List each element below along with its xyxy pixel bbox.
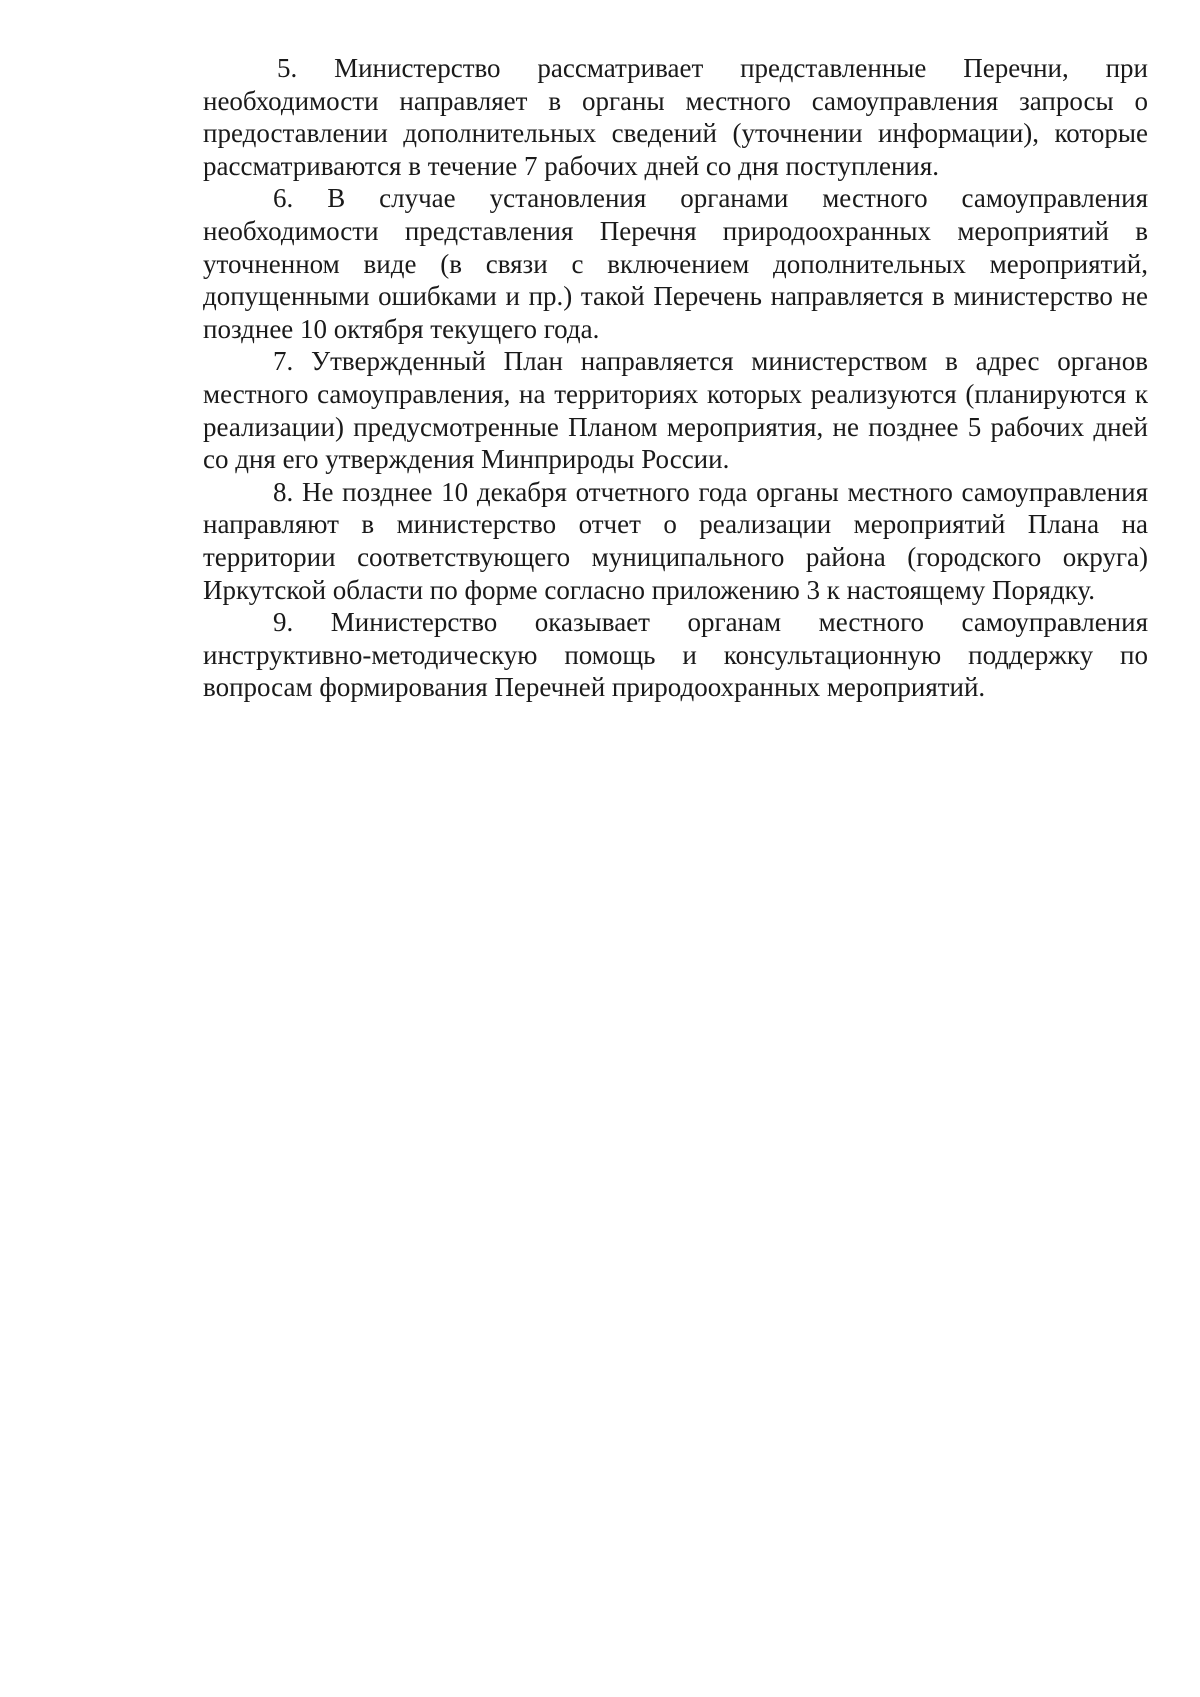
paragraph-9: 9. Министерство оказывает органам местного самоуправления инструктивно-методическую помощь и консультационную поддержку по вопросам формирования Перечней природоохранных мероприятий.: [203, 607, 1148, 703]
paragraph-7: 7. Утвержденный План направляется министерством в адрес органов местного самоуправления, на территориях которых реализуются (планируются к реализации) предусмотренные Планом мероприятия, не позднее 5 рабочих дней со дня его утверждения Минприроды России.: [203, 346, 1148, 475]
paragraph-5: 5. Министерство рассматривает представленные Перечни, при необходимости направляет в органы местного самоуправления запросы о предоставлении дополнительных сведений (уточнении информации), которые рассматриваются в течение 7 рабочих дней со дня поступления.: [203, 53, 1148, 181]
paragraph-8: 8. Не позднее 10 декабря отчетного года органы местного самоуправления направляют в министерство отчет о реализации мероприятий Плана на территории соответствующего муниципального района (городского округа) Иркутской области по форме согласно приложению 3 к настоящему Порядку.: [203, 476, 1148, 605]
document-body: [203, 52, 1148, 704]
paragraph-6: 6. В случае установления органами местного самоуправления необходимости представления Перечня природоохранных мероприятий в уточненном виде (в связи с включением дополнительных мероприятий, допущенными ошибками и пр.) такой Перечень направляется в министерство не позднее 10 октября текущего года.: [203, 183, 1148, 344]
